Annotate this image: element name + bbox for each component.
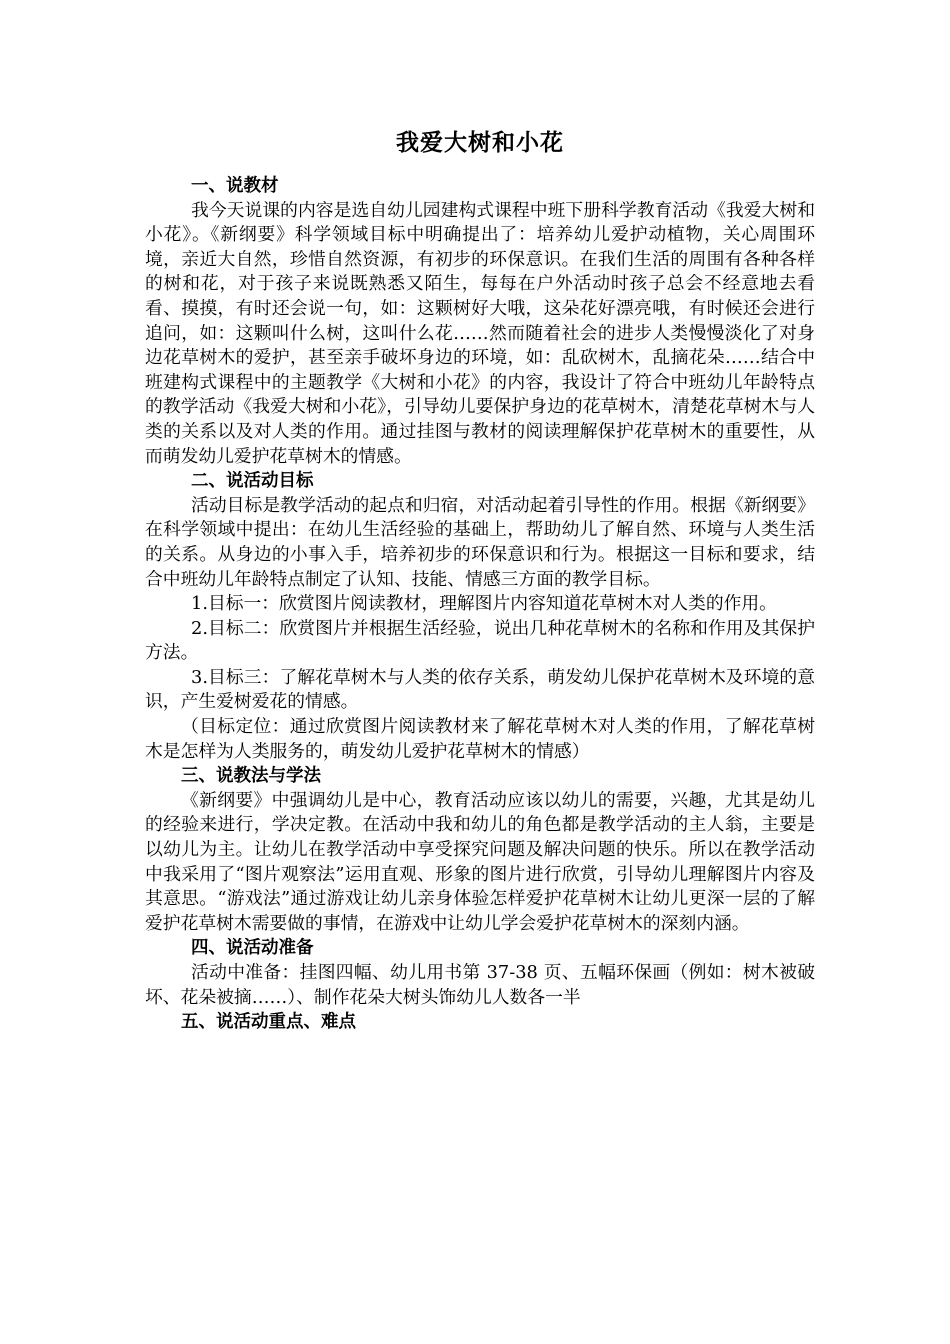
paragraph-objective-3: 3.目标三：了解花草树木与人类的依存关系，萌发幼儿保护花草树木及环境的意识，产生爱树爱花的情感。 xyxy=(145,666,815,713)
section-heading-preparation: 四、说活动准备 xyxy=(191,938,314,959)
section-heading-methods: 三、说教法与学法 xyxy=(181,766,321,787)
paragraph-objective-positioning: （目标定位：通过欣赏图片阅读教材来了解花草树木对人类的作用，了解花草树木是怎样为人类服务的，萌发幼儿爱护花草树木的情感） xyxy=(145,716,815,762)
paragraph-objective-1: 1.目标一：欣赏图片阅读教材，理解图片内容知道花草树木对人类的作用。 xyxy=(191,593,777,615)
section-heading-objectives: 二、说活动目标 xyxy=(191,471,314,492)
paragraph-objective-2: 2.目标二：欣赏图片并根据生活经验，说出几种花草树木的名称和作用及其保护方法。 xyxy=(145,617,815,664)
section-heading-key-points: 五、说活动重点、难点 xyxy=(181,1012,356,1033)
paragraph-textbook: 我今天说课的内容是选自幼儿园建构式课程中班下册科学教育活动《我爱大树和小花》。《新纲要》科学领域目标中明确提出了：培养幼儿爱护动植物，关心周围环境，亲近大自然，珍惜自然资源，有初步的环保意识。在我们生活的周围有各种各样的树和花，对于孩子来说既熟悉又陌生，每每在户外活动时孩子总会不经意地去看看、摸摸，有时还会说一句，如：这颗树好大哦，这朵花好漂亮哦，有时候还会进行追问，如：这颗叫什么树，这叫什么花……然而随着社会的进步人类慢慢淡化了对身边花草树木的爱护，甚至亲手破坏身边的环境，如：乱砍树木，乱摘花朵……结合中班建构式课程中的主题教学《大树和小花》的内容，我设计了符合中班幼儿年龄特点的教学活动《我爱大树和小花》，引导幼儿要保护身边的花草树木，清楚花草树木与人类的关系以及对人类的作用。通过挂图与教材的阅读理解保护花草树木的重要性，从而萌发幼儿爱护花草树木的情感。 xyxy=(145,199,815,467)
paragraph-preparation: 活动中准备：挂图四幅、幼儿用书第 37-38 页、五幅环保画（例如：树木被破坏、花朵被摘……）、制作花朵大树头饰幼儿人数各一半 xyxy=(145,962,815,1008)
section-heading-textbook: 一、说教材 xyxy=(191,176,279,196)
paragraph-methods: 《新纲要》中强调幼儿是中心，教育活动应该以幼儿的需要，兴趣，尤其是幼儿的经验来进行，学决定教。在活动中我和幼儿的角色都是教学活动的主人翁，主要是以幼儿为主。让幼儿在教学活动中享受探究问题及解决问题的快乐。所以在教学活动中我采用了“图片观察法”运用直观、形象的图片进行欣赏，引导幼儿理解图片内容及其意思。“游戏法”通过游戏让幼儿亲身体验怎样爱护花草树木让幼儿更深一层的了解爱护花草树木需要做的事情，在游戏中让幼儿学会爱护花草树木的深刻内涵。 xyxy=(145,789,815,934)
document-title: 我爱大树和小花 xyxy=(396,130,564,156)
paragraph-objectives-intro: 活动目标是教学活动的起点和归宿，对活动起着引导性的作用。根据《新纲要》在科学领域中提出：在幼儿生活经验的基础上，帮助幼儿了解自然、环境与人类生活的关系。从身边的小事入手，培养初步的环保意识和行为。根据这一目标和要求，结合中班幼儿年龄特点制定了认知、技能、情感三方面的教学目标。 xyxy=(145,494,815,590)
document-page xyxy=(145,128,815,1035)
